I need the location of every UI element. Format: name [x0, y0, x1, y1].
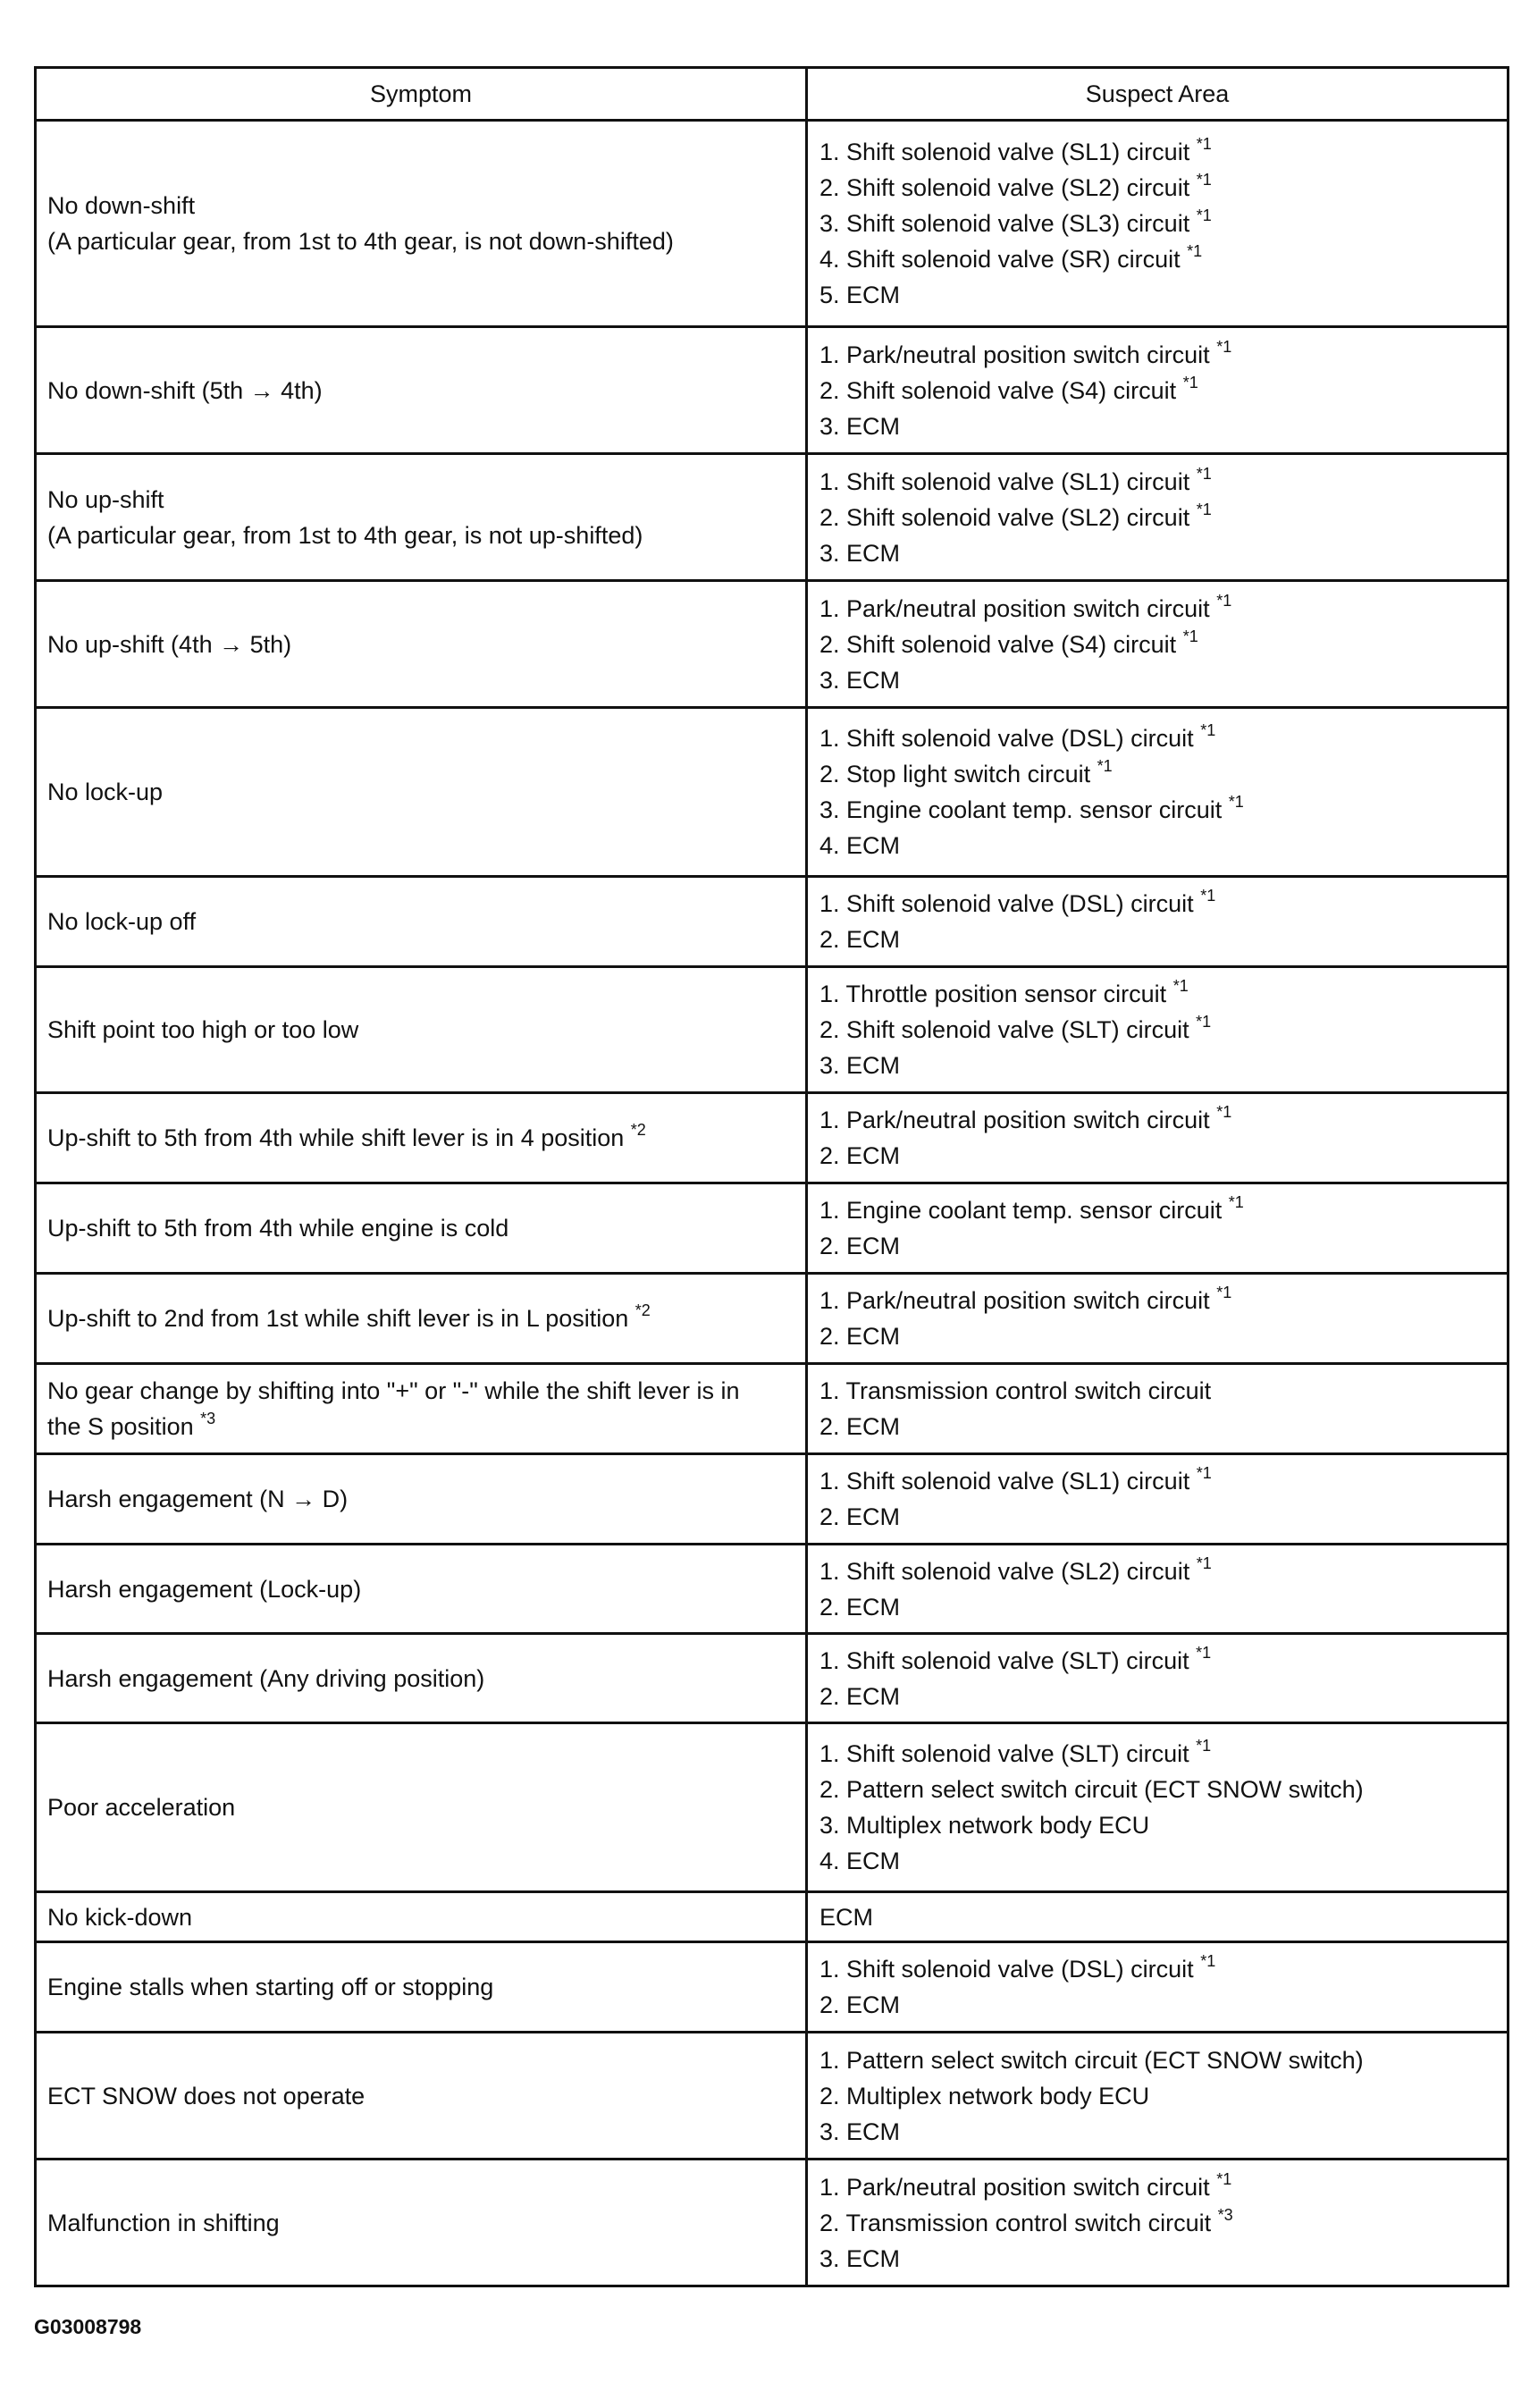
suspect-area-cell-text: 3. ECM	[819, 539, 901, 567]
suspect-area-cell-line	[819, 2205, 1498, 2241]
suspect-area-cell-text: 1. Shift solenoid valve (SL1) circuit	[819, 139, 1197, 165]
suspect-area-cell-line	[819, 1807, 1498, 1843]
suspect-area-cell-line	[819, 170, 1498, 206]
symptom-cell-line	[47, 1120, 796, 1156]
suspect-area-cell-line	[819, 1102, 1498, 1138]
suspect-area-cell-text: 2. Shift solenoid valve (SL2) circuit	[819, 503, 1197, 531]
symptom-cell-line	[47, 2078, 796, 2114]
symptom-cell	[36, 1454, 807, 1545]
footnote-marker: *3	[1217, 2205, 1233, 2224]
symptom-cell	[36, 1634, 807, 1723]
suspect-area-cell-text: 3. ECM	[819, 412, 901, 440]
footnote-marker: *1	[1187, 242, 1203, 260]
suspect-area-cell	[807, 581, 1509, 708]
footnote-marker: *1	[1196, 1643, 1212, 1662]
suspect-area-cell-line	[819, 2114, 1498, 2150]
suspect-area-cell-text: 4. Shift solenoid valve (SR) circuit	[819, 246, 1188, 273]
suspect-area-cell-line	[819, 591, 1498, 627]
table-row	[36, 1364, 1509, 1454]
suspect-area-cell-text: ECM	[819, 1903, 873, 1931]
suspect-area-cell-text: 4. ECM	[819, 832, 901, 859]
suspect-area-cell-line	[819, 2078, 1498, 2114]
symptom-cell	[36, 1545, 807, 1634]
suspect-area-cell	[807, 1942, 1509, 2033]
symptom-cell-text: Poor acceleration	[47, 1794, 236, 1821]
footnote-marker: *1	[1200, 721, 1216, 739]
suspect-area-cell-text: 1. Park/neutral position switch circuit	[819, 594, 1217, 622]
table-row	[36, 1545, 1509, 1634]
suspect-area-cell-line	[819, 792, 1498, 828]
suspect-area-cell-text: 2. Shift solenoid valve (SL2) circuit	[819, 174, 1197, 201]
footnote-marker: *1	[1182, 373, 1198, 392]
suspect-area-cell-text: 3. ECM	[819, 666, 901, 694]
suspect-area-cell	[807, 708, 1509, 877]
suspect-area-cell-line	[819, 1899, 1498, 1935]
symptom-cell-text: (A particular gear, from 1st to 4th gear, is not down-shifted)	[47, 228, 674, 255]
suspect-area-cell-line	[819, 134, 1498, 170]
suspect-area-cell-text: 1. Shift solenoid valve (DSL) circuit	[819, 725, 1201, 752]
footnote-marker: *3	[200, 1410, 216, 1427]
table-row	[36, 1454, 1509, 1545]
suspect-area-cell-line	[819, 2241, 1498, 2277]
table-row	[36, 2160, 1509, 2286]
suspect-area-cell-text: 2. ECM	[819, 1323, 901, 1350]
symptom-cell	[36, 1183, 807, 1274]
suspect-area-cell	[807, 1183, 1509, 1274]
symptom-cell	[36, 1723, 807, 1892]
symptom-cell-line	[47, 223, 796, 259]
suspect-area-cell-line	[819, 1643, 1498, 1679]
symptom-cell-text: Up-shift to 2nd from 1st while shift lever is in L position	[47, 1305, 635, 1332]
suspect-area-cell-line	[819, 1012, 1498, 1048]
symptom-cell-text: (A particular gear, from 1st to 4th gear, is not up-shifted)	[47, 521, 643, 549]
symptom-cell-line	[47, 904, 796, 939]
table-row	[36, 454, 1509, 581]
symptom-cell	[36, 1364, 807, 1454]
suspect-area-cell	[807, 1723, 1509, 1892]
suspect-area-cell-text: 2. ECM	[819, 1991, 901, 2018]
suspect-area-cell-line	[819, 756, 1498, 792]
suspect-area-cell-text: 1. Shift solenoid valve (SLT) circuit	[819, 1740, 1197, 1767]
suspect-area-cell-text: 1. Shift solenoid valve (SL1) circuit	[819, 467, 1197, 495]
symptom-cell	[36, 121, 807, 327]
image-code: G03008798	[34, 2315, 142, 2338]
suspect-area-cell-text: 2. ECM	[819, 1413, 901, 1440]
symptom-cell-line	[47, 2205, 796, 2241]
suspect-area-cell	[807, 1364, 1509, 1454]
suspect-area-cell	[807, 2160, 1509, 2286]
suspect-area-cell-line	[819, 1409, 1498, 1444]
table-row	[36, 1942, 1509, 2033]
symptom-cell-line	[47, 373, 796, 408]
symptom-cell	[36, 454, 807, 581]
suspect-area-cell-line	[819, 1736, 1498, 1772]
symptom-cell	[36, 1274, 807, 1364]
suspect-area-cell-text: 1. Park/neutral position switch circuit	[819, 1287, 1217, 1314]
suspect-area-header: Suspect Area	[807, 68, 1509, 121]
suspect-area-cell	[807, 1274, 1509, 1364]
suspect-area-cell	[807, 454, 1509, 581]
suspect-area-cell	[807, 877, 1509, 967]
suspect-area-cell-text: 2. ECM	[819, 1593, 901, 1621]
symptom-cell-line	[47, 518, 796, 553]
table-row	[36, 1093, 1509, 1183]
footnote-marker: *2	[635, 1301, 651, 1319]
symptom-cell-line	[47, 482, 796, 518]
symptom-table	[34, 66, 1509, 2287]
suspect-area-cell-line	[819, 720, 1498, 756]
footnote-marker: *2	[630, 1121, 646, 1139]
footnote-marker: *1	[1097, 757, 1113, 775]
footnote-marker: *1	[1196, 1553, 1212, 1572]
symptom-cell	[36, 327, 807, 454]
symptom-cell-text: No up-shift (4th → 5th)	[47, 630, 292, 658]
suspect-area-cell-line	[819, 886, 1498, 922]
suspect-area-cell-text: 2. ECM	[819, 926, 901, 953]
symptom-cell-line	[47, 188, 796, 223]
suspect-area-cell-line	[819, 277, 1498, 313]
symptom-cell-line	[47, 1373, 796, 1409]
suspect-area-cell-text: 1. Park/neutral position switch circuit	[819, 1107, 1217, 1133]
symptom-cell-text: Harsh engagement (Lock-up)	[47, 1575, 362, 1603]
suspect-area-cell	[807, 1634, 1509, 1723]
suspect-area-cell-text: 3. Engine coolant temp. sensor circuit	[819, 796, 1229, 823]
symptom-cell-line	[47, 1409, 796, 1444]
suspect-area-cell-line	[819, 627, 1498, 662]
suspect-area-cell-text: 1. Park/neutral position switch circuit	[819, 341, 1217, 368]
suspect-area-cell-line	[819, 922, 1498, 957]
table-row	[36, 1274, 1509, 1364]
symptom-cell-text: No gear change by shifting into "+" or "-" while the shift lever is in	[47, 1377, 740, 1404]
suspect-area-cell-line	[819, 1987, 1498, 2023]
table-row	[36, 1892, 1509, 1942]
symptom-cell-line	[47, 1969, 796, 2005]
symptom-cell-text: Harsh engagement (N → D)	[47, 1486, 349, 1512]
suspect-area-cell-line	[819, 1951, 1498, 1987]
footnote-marker: *1	[1196, 1737, 1212, 1755]
symptom-cell-text: Up-shift to 5th from 4th while engine is cold	[47, 1215, 509, 1242]
suspect-area-cell-line	[819, 337, 1498, 373]
suspect-area-cell-text: 2. ECM	[819, 1503, 901, 1530]
suspect-area-cell-text: 3. ECM	[819, 2244, 901, 2272]
symptom-cell	[36, 877, 807, 967]
footnote-marker: *1	[1216, 1103, 1232, 1121]
suspect-area-cell-line	[819, 535, 1498, 571]
symptom-cell-line	[47, 774, 796, 810]
suspect-area-cell-text: 1. Engine coolant temp. sensor circuit	[819, 1197, 1229, 1224]
suspect-area-cell-line	[819, 206, 1498, 241]
table-row	[36, 327, 1509, 454]
suspect-area-cell-text: 3. Multiplex network body ECU	[819, 1812, 1150, 1839]
suspect-area-cell-text: 3. ECM	[819, 2118, 901, 2145]
suspect-area-cell-line	[819, 828, 1498, 863]
table-row	[36, 581, 1509, 708]
suspect-area-cell-line	[819, 1048, 1498, 1083]
symptom-cell	[36, 1093, 807, 1183]
symptom-header: Symptom	[36, 68, 807, 121]
header-row	[36, 68, 1509, 121]
suspect-area-cell-text: 2. Shift solenoid valve (S4) circuit	[819, 630, 1183, 658]
footnote-marker: *1	[1172, 977, 1189, 995]
symptom-cell-line	[47, 1012, 796, 1048]
footnote-marker: *1	[1196, 1013, 1212, 1031]
footnote-marker: *1	[1216, 1284, 1232, 1301]
suspect-area-cell-line	[819, 1589, 1498, 1625]
suspect-area-cell	[807, 1454, 1509, 1545]
suspect-area-cell-text: 1. Pattern select switch circuit (ECT SNOW switch)	[819, 2046, 1364, 2074]
suspect-area-cell-text: 2. ECM	[819, 1233, 901, 1259]
suspect-area-cell-text: 3. ECM	[819, 1052, 901, 1079]
table-row	[36, 1723, 1509, 1892]
symptom-cell-text: No lock-up off	[47, 908, 197, 935]
symptom-cell-text: Engine stalls when starting off or stopping	[47, 1974, 494, 2000]
footnote-marker: *1	[1196, 171, 1212, 189]
symptom-cell-text: No up-shift	[47, 485, 164, 513]
suspect-area-cell-text: 2. Transmission control switch circuit	[819, 2209, 1218, 2236]
symptom-cell-text: No kick-down	[47, 1903, 193, 1931]
suspect-area-cell	[807, 121, 1509, 327]
suspect-area-cell-line	[819, 2042, 1498, 2078]
table-row	[36, 708, 1509, 877]
symptom-cell	[36, 967, 807, 1093]
symptom-cell-text: Up-shift to 5th from 4th while shift lever is in 4 position	[47, 1124, 631, 1151]
symptom-cell	[36, 708, 807, 877]
symptom-cell-line	[47, 1789, 796, 1825]
suspect-area-cell-line	[819, 408, 1498, 444]
suspect-area-cell-text: 2. Shift solenoid valve (S4) circuit	[819, 376, 1183, 404]
suspect-area-cell-line	[819, 500, 1498, 535]
footnote-marker: *1	[1196, 464, 1212, 483]
suspect-area-cell-line	[819, 1772, 1498, 1807]
symptom-cell-text: Harsh engagement (Any driving position)	[47, 1664, 485, 1692]
symptom-cell-line	[47, 1301, 796, 1336]
suspect-area-cell-text: 2. ECM	[819, 1142, 901, 1169]
suspect-area-cell-text: 2. Pattern select switch circuit (ECT SNOW switch)	[819, 1776, 1364, 1803]
suspect-area-cell-line	[819, 1138, 1498, 1174]
suspect-area-cell-line	[819, 1463, 1498, 1499]
symptom-cell-text: Shift point too high or too low	[47, 1016, 359, 1043]
symptom-cell-line	[47, 1481, 796, 1517]
symptom-cell	[36, 2160, 807, 2286]
symptom-cell-text: No lock-up	[47, 779, 164, 805]
symptom-cell	[36, 2033, 807, 2160]
symptom-cell-line	[47, 1661, 796, 1697]
table-row	[36, 967, 1509, 1093]
footnote-marker: *1	[1216, 2169, 1232, 2188]
suspect-area-cell-text: 4. ECM	[819, 1848, 901, 1874]
symptom-cell	[36, 581, 807, 708]
footnote-marker: *1	[1228, 1193, 1244, 1211]
suspect-area-cell	[807, 1093, 1509, 1183]
suspect-area-cell-line	[819, 662, 1498, 698]
suspect-area-cell-line	[819, 464, 1498, 500]
suspect-area-cell-text: 2. Shift solenoid valve (SLT) circuit	[819, 1016, 1197, 1043]
table-row	[36, 1634, 1509, 1723]
suspect-area-cell-line	[819, 1843, 1498, 1879]
suspect-area-cell-line	[819, 976, 1498, 1012]
suspect-area-cell-text: 5. ECM	[819, 282, 901, 308]
table-row	[36, 2033, 1509, 2160]
suspect-area-cell-text: 3. Shift solenoid valve (SL3) circuit	[819, 210, 1197, 237]
suspect-area-cell-text: 2. Multiplex network body ECU	[819, 2082, 1150, 2109]
symptom-cell	[36, 1942, 807, 2033]
suspect-area-cell-line	[819, 1192, 1498, 1228]
suspect-area-cell-text: 1. Throttle position sensor circuit	[819, 981, 1173, 1007]
symptom-cell-text: the S position	[47, 1413, 201, 1440]
symptom-cell-line	[47, 1571, 796, 1607]
suspect-area-cell-text: 1. Shift solenoid valve (SLT) circuit	[819, 1646, 1197, 1674]
suspect-area-cell-line	[819, 241, 1498, 277]
footnote-marker: *1	[1200, 887, 1216, 905]
suspect-area-cell-line	[819, 1283, 1498, 1318]
footnote-marker: *1	[1196, 500, 1212, 518]
suspect-area-cell-text: 1. Shift solenoid valve (SL1) circuit	[819, 1468, 1197, 1494]
symptom-cell-text: No down-shift (5th → 4th)	[47, 376, 323, 404]
suspect-area-cell-text: 1. Shift solenoid valve (SL2) circuit	[819, 1557, 1197, 1585]
suspect-area-cell-line	[819, 1228, 1498, 1264]
suspect-area-cell-line	[819, 1499, 1498, 1535]
suspect-area-cell-text: 1. Park/neutral position switch circuit	[819, 2173, 1217, 2201]
symptom-cell-text: No down-shift	[47, 192, 196, 219]
symptom-cell-text: Malfunction in shifting	[47, 2209, 280, 2236]
suspect-area-cell	[807, 1545, 1509, 1634]
symptom-cell-line	[47, 627, 796, 662]
table-row	[36, 121, 1509, 327]
suspect-area-cell-text: 1. Transmission control switch circuit	[819, 1377, 1212, 1404]
suspect-area-cell-text: 2. ECM	[819, 1682, 901, 1710]
suspect-area-cell-line	[819, 1373, 1498, 1409]
footnote-marker: *1	[1196, 1464, 1212, 1482]
symptom-cell	[36, 1892, 807, 1942]
table-row	[36, 877, 1509, 967]
footnote-marker: *1	[1216, 591, 1232, 610]
suspect-area-cell	[807, 1892, 1509, 1942]
footnote-marker: *1	[1196, 206, 1212, 224]
suspect-area-cell-line	[819, 1553, 1498, 1589]
footnote-marker: *1	[1200, 1952, 1216, 1970]
suspect-area-cell-line	[819, 2169, 1498, 2205]
suspect-area-cell-line	[819, 373, 1498, 408]
footnote-marker: *1	[1196, 135, 1212, 153]
suspect-area-cell-text: 1. Shift solenoid valve (DSL) circuit	[819, 1956, 1201, 1983]
symptom-cell-text: ECT SNOW does not operate	[47, 2082, 366, 2109]
table-row	[36, 1183, 1509, 1274]
symptom-cell-line	[47, 1210, 796, 1246]
suspect-area-cell-line	[819, 1679, 1498, 1714]
suspect-area-cell-text: 2. Stop light switch circuit	[819, 761, 1097, 787]
suspect-area-cell	[807, 2033, 1509, 2160]
suspect-area-cell-line	[819, 1318, 1498, 1354]
footnote-marker: *1	[1216, 337, 1232, 356]
suspect-area-cell-text: 1. Shift solenoid valve (DSL) circuit	[819, 890, 1201, 917]
footnote-marker: *1	[1182, 627, 1198, 645]
suspect-area-cell	[807, 327, 1509, 454]
footnote-marker: *1	[1228, 793, 1244, 811]
suspect-area-cell	[807, 967, 1509, 1093]
symptom-cell-line	[47, 1899, 796, 1935]
